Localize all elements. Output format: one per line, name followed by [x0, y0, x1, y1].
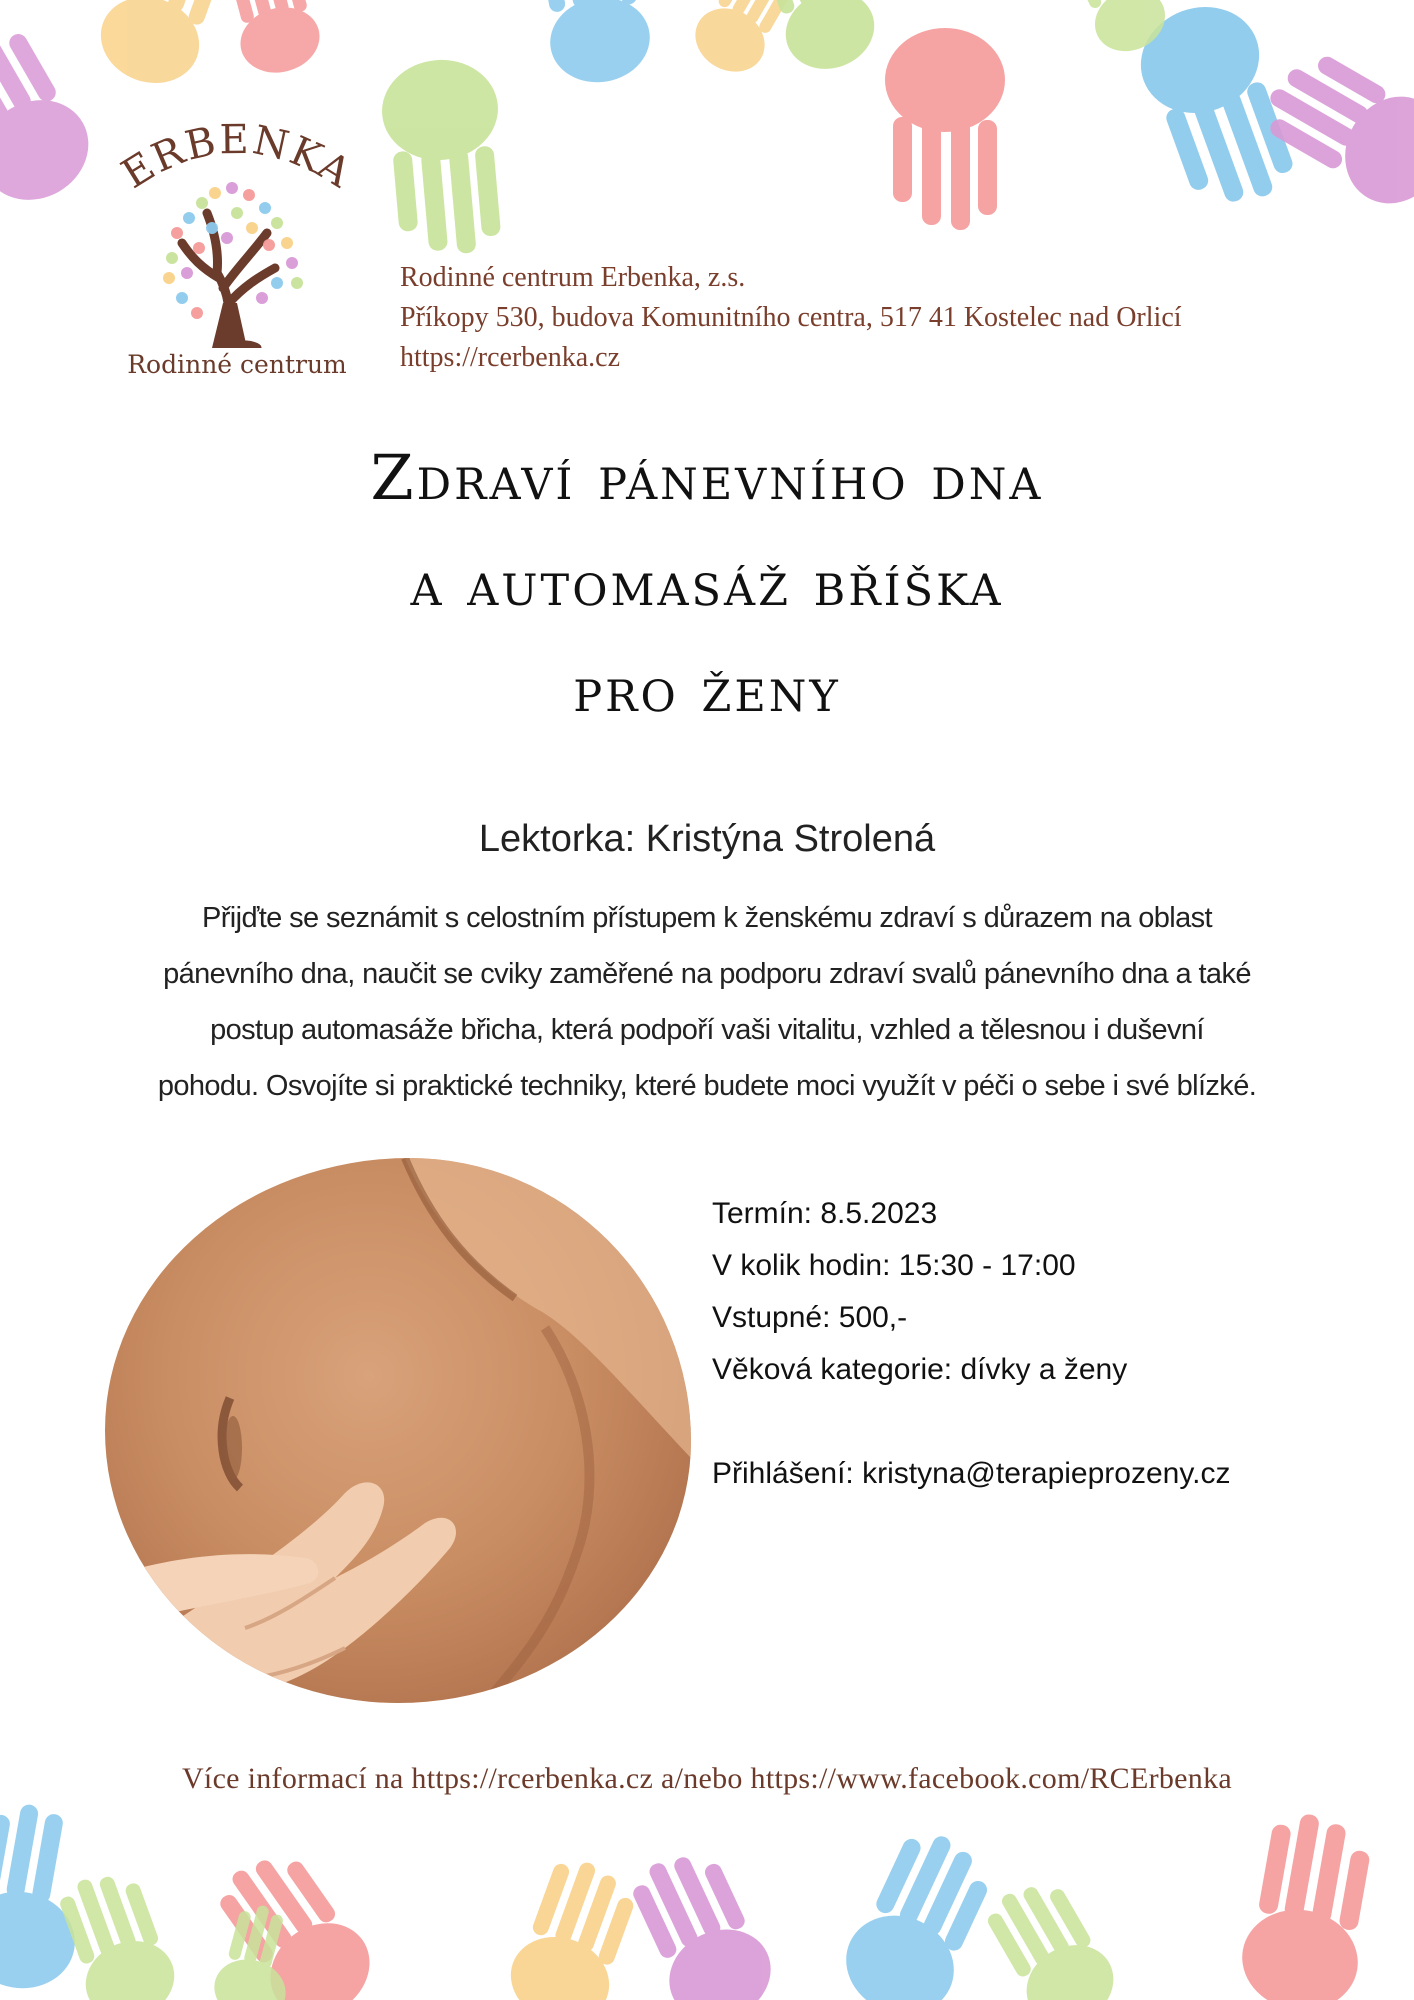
event-fee: Vstupné: 500,- [712, 1301, 908, 1334]
title-line-3: pro ženy [573, 653, 841, 726]
event-details [712, 1188, 1230, 1500]
lecturer: Lektorka: Kristýna Strolená [478, 818, 936, 860]
handprint-icon [218, 0, 327, 81]
handprint-icon [619, 1837, 786, 2000]
description-line: pánevního dna, naučit se cviky zaměřené na podporu zdraví svalů pánevního dna a také [163, 958, 1251, 990]
event-description [100, 890, 1314, 1114]
event-title [0, 425, 1414, 743]
description-line: pohodu. Osvojíte si praktické techniky, které budete moci využít v péči o sebe i své blízké. [157, 1070, 1257, 1102]
handprint-icon-group [0, 1790, 1414, 2000]
handprint-icon [0, 6, 107, 219]
organization-contact [400, 258, 1182, 378]
event-registration[interactable]: Přihlášení: kristyna@terapieprozeny.cz [712, 1457, 1231, 1490]
svg-text:ERBENKA: ERBENKA [113, 118, 361, 198]
logo-subtitle: Rodinné centrum [127, 350, 347, 379]
organization-address: Příkopy 530, budova Komunitního centra, 517 41 Kostelec nad Orlicí [400, 302, 1182, 333]
spacer [712, 1396, 1230, 1448]
description-line: Přijďte se seznámit s celostním přístupem k ženskému zdraví s důrazem na oblast [201, 902, 1212, 934]
title-line-1: Zdraví pánevního dna [370, 441, 1044, 514]
tree-icon [157, 173, 317, 348]
hand-icon [105, 1482, 456, 1703]
event-time: V kolik hodin: 15:30 - 17:00 [712, 1249, 1076, 1282]
handprint-icon [50, 1861, 185, 2000]
belly-massage-photo [105, 1158, 691, 1703]
handprint-icon [976, 1867, 1128, 2000]
organization-website[interactable]: https://rcerbenka.cz [400, 342, 621, 373]
handprint-icon [1251, 35, 1414, 222]
bottom-handprint-border [0, 1790, 1414, 2000]
handprint-icon [499, 1850, 648, 2000]
erbenka-logo [112, 118, 362, 388]
handprint-icon [1234, 1807, 1382, 2000]
handprint-icon [378, 55, 511, 259]
description-line: postup automasáže břicha, která podpoří vaši vitalitu, vzhled a tělesnou i duševní [210, 1014, 1204, 1046]
event-date: Termín: 8.5.2023 [712, 1197, 938, 1230]
title-line-2: a automasáž bříška [410, 547, 1004, 620]
handprint-icon [830, 1819, 1007, 2000]
handprint-icon [530, 0, 657, 90]
event-age-category: Věková kategorie: dívky a ženy [712, 1353, 1128, 1386]
handprint-icon [89, 0, 238, 97]
organization-name: Rodinné centrum Erbenka, z.s. [400, 262, 746, 293]
footer-more-info[interactable]: Více informací na https://rcerbenka.cz a/nebo https://www.facebook.com/RCErbenka [181, 1762, 1233, 1795]
handprint-icon [885, 28, 1005, 230]
